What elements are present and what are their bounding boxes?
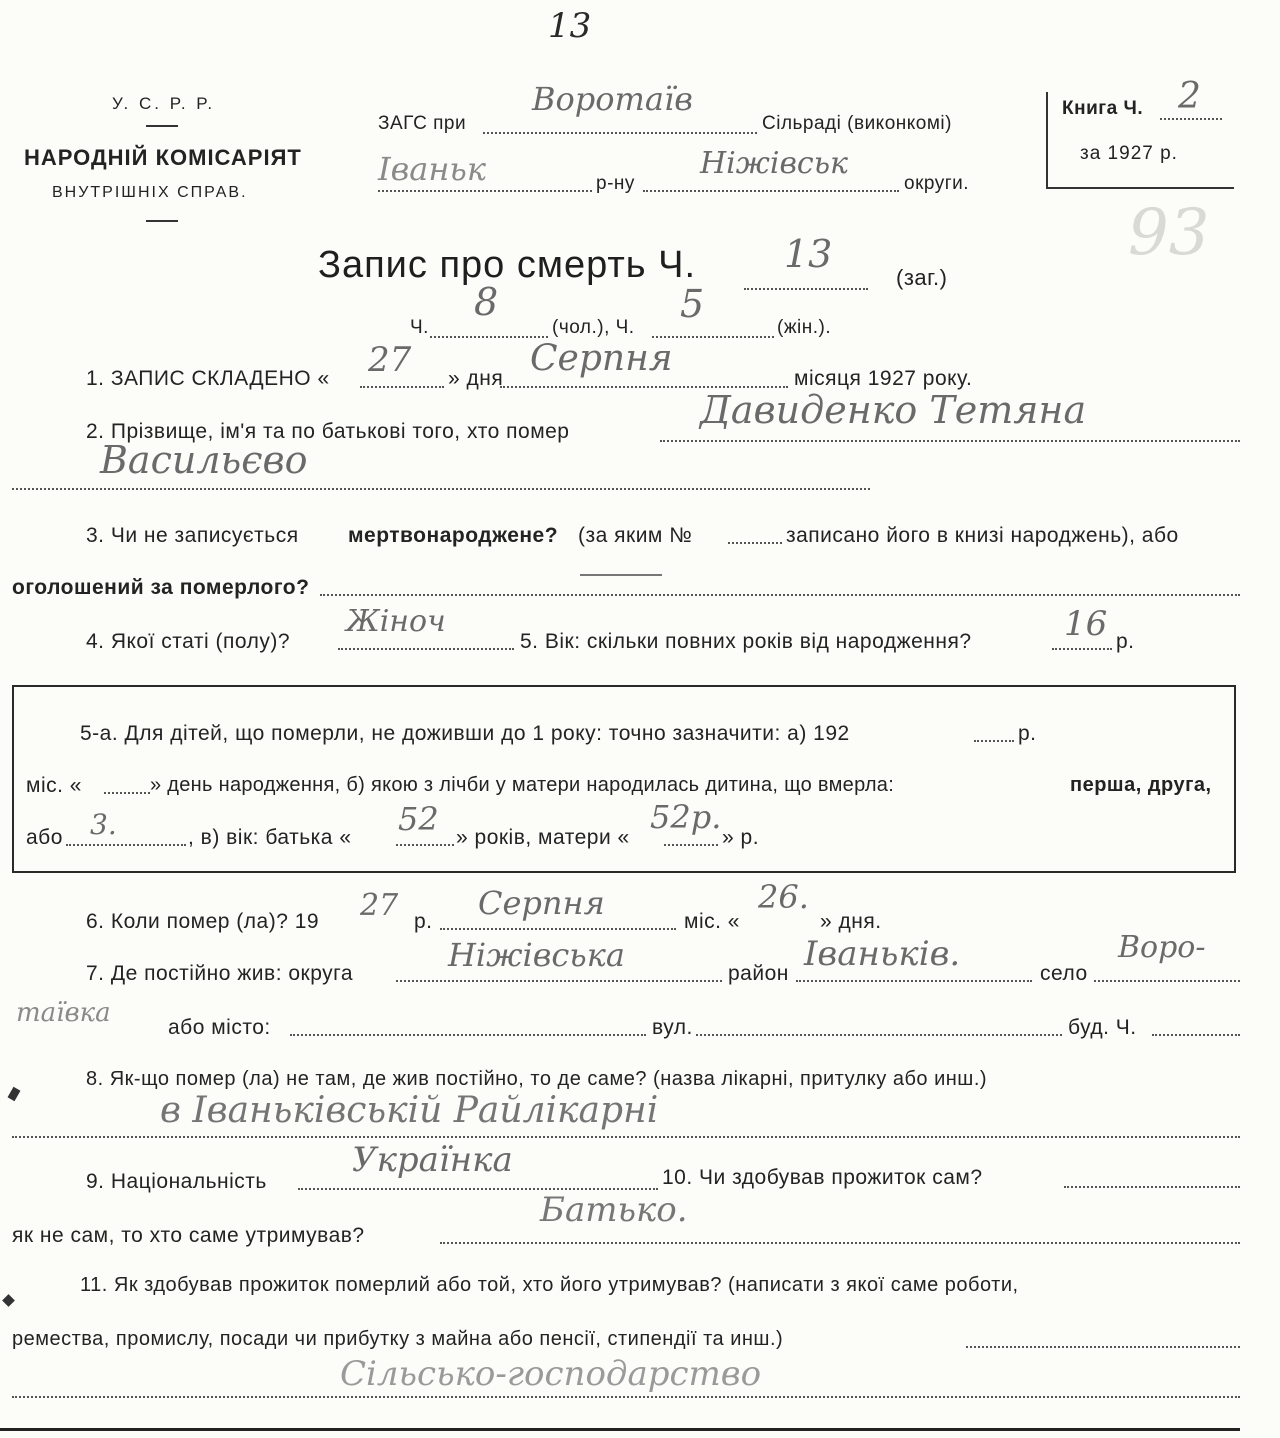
book-box-border <box>1046 187 1234 189</box>
field1-label: 1. ЗАПИС СКЛАДЕНО « <box>86 367 330 390</box>
field7-raion: Іваньків. <box>804 934 961 974</box>
field7-okruga-line <box>396 980 722 982</box>
department-title: ВНУТРІШНІХ СПРАВ. <box>52 184 248 201</box>
record-title: Запис про смерть Ч. <box>318 244 697 286</box>
field5a-line3-a: або <box>26 826 63 849</box>
book-year: за 1927 р. <box>1080 143 1178 164</box>
field3-label-c: (за яким № <box>578 524 693 547</box>
field7-raion-line <box>796 980 1032 982</box>
okruga-value: Ніжівськ <box>700 146 848 181</box>
district-value: Іваньк <box>378 150 486 188</box>
district-line <box>378 190 592 192</box>
field6-year: 27 <box>360 888 399 923</box>
field4-label: 4. Якої статі (полу)? <box>86 630 291 653</box>
field2-line2 <box>12 488 870 490</box>
field9-value: Українка <box>352 1140 513 1180</box>
field11-line1: 11. Як здобував прожиток померлий або той, хто його утримував? (написати з якої саме роботи, <box>80 1274 1019 1296</box>
field1-day: 27 <box>368 340 412 380</box>
field5-label: 5. Вік: скільки повних років від народження? <box>520 630 972 653</box>
field7-village-a: Воро- <box>1118 930 1206 965</box>
field10-line <box>1064 1186 1240 1188</box>
field5a-mother-line <box>664 844 718 846</box>
field7-label-b: район <box>728 962 789 985</box>
ghost-bleed-number: 93 <box>1128 196 1210 270</box>
field2-label: 2. Прізвище, ім'я та по батькові того, хто помер <box>86 420 570 443</box>
field7-label-a: 7. Де постійно жив: округа <box>86 962 354 985</box>
field5-unit: р. <box>1116 630 1135 653</box>
field10-label: 10. Чи здобував прожиток сам? <box>662 1166 983 1189</box>
field7-label-d: або місто: <box>168 1016 271 1039</box>
field4-value: Жіноч <box>346 604 446 639</box>
field7-village-b: таївка <box>16 998 111 1028</box>
field10b-value: Батько. <box>540 1190 688 1230</box>
field4-line <box>338 648 514 650</box>
field3-label-a: 3. Чи не записується <box>86 524 299 547</box>
field3-number-line <box>728 542 782 544</box>
record-total-label: (заг.) <box>896 265 948 290</box>
field1-month: Серпня <box>530 338 673 379</box>
field5a-mother-age: 52р. <box>650 798 722 836</box>
field3-line <box>320 594 1240 596</box>
field3-label-e: оголошений за померлого? <box>12 576 310 599</box>
field8-label: 8. Як-що помер (ла) не там, де жив постійно, то де саме? (назва лікарні, притулку або инш.) <box>86 1068 988 1090</box>
divider <box>146 220 178 222</box>
field6-day: 26. <box>758 878 809 916</box>
male-count: 8 <box>474 280 499 324</box>
field7-label-e: вул. <box>652 1016 693 1039</box>
field5a-line2-b: » день народження, б) якою з лічби у матери народилась дитина, що вмерла: <box>150 774 895 796</box>
field6-month: Серпня <box>478 884 605 922</box>
field5a-line2-a: міс. « <box>26 774 82 797</box>
sheet-number: 13 <box>548 6 592 46</box>
field2-patronymic: Васильєво <box>100 438 308 482</box>
record-number-line <box>744 288 868 290</box>
republic-abbrev: У. С. Р. Р. <box>112 94 216 113</box>
field5a-line1-end: р. <box>1018 722 1037 745</box>
field5a-father-age: 52 <box>398 800 439 838</box>
book-number-line <box>1160 118 1222 120</box>
field1-mid: » дня <box>448 367 504 390</box>
field3-label-d: записано його в книзі народжень), або <box>786 524 1179 547</box>
field11-value: Сільсько-господарство <box>340 1354 762 1394</box>
field2-line <box>660 440 1240 442</box>
field5a-line1: 5-а. Для дітей, що померли, не доживши до 1 року: точно зазначити: а) 192 <box>80 722 850 745</box>
zags-suffix: Сільраді (виконкомі) <box>762 113 952 134</box>
field3-dash <box>580 574 662 576</box>
field7-city-line <box>290 1034 646 1036</box>
record-number: 13 <box>784 232 833 276</box>
field5a-order-line <box>66 844 186 846</box>
field1-day-line <box>360 386 444 388</box>
zags-village-line <box>483 132 757 134</box>
male-ch-label: Ч. <box>410 317 429 338</box>
field6-label-d: » дня. <box>820 910 882 933</box>
book-label: Книга Ч. <box>1062 98 1144 119</box>
field5a-year-line <box>974 740 1014 742</box>
field11-line2: ремества, промислу, посади чи прибутку з майна або пенсії, стипендії та инш.) <box>12 1328 784 1350</box>
field10b-label: як не сам, то хто саме утримував? <box>12 1224 365 1247</box>
okruga-line <box>643 190 899 192</box>
field11-line2-dots <box>12 1396 1240 1398</box>
field1-end: місяця 1927 року. <box>794 367 973 390</box>
field5-line <box>1052 648 1112 650</box>
field7-label-f: буд. Ч. <box>1068 1016 1137 1039</box>
field2-name: Давиденко Тетяна <box>700 388 1087 432</box>
field3-label-b: мертвонароджене? <box>348 524 559 547</box>
field6-label-b: р. <box>414 910 433 933</box>
margin-mark <box>8 1087 21 1101</box>
field10b-line <box>440 1242 1240 1244</box>
female-label: (жін.). <box>777 317 832 338</box>
field5a-month-line <box>104 792 150 794</box>
field6-label-a: 6. Коли помер (ла)? 19 <box>86 910 320 933</box>
field8-value: в Іваньківській Райлікарні <box>160 1090 659 1131</box>
book-box-border <box>1046 92 1048 188</box>
field5a-line3-c: » років, матери « <box>456 826 630 849</box>
zags-prefix: ЗАГС при <box>378 113 467 134</box>
field7-street-line <box>696 1034 1062 1036</box>
male-label: (чол.), Ч. <box>552 317 635 338</box>
divider <box>146 125 178 127</box>
commissariat-title: НАРОДНІЙ КОМІСАРІЯТ <box>24 145 302 170</box>
book-number: 2 <box>1178 76 1201 117</box>
field7-house-line <box>1152 1034 1240 1036</box>
field8-line <box>12 1136 1240 1138</box>
bottom-rule <box>0 1428 1240 1431</box>
margin-mark <box>2 1294 15 1307</box>
zags-village-value: Воротаїв <box>532 80 693 118</box>
district-label: р-ну <box>596 173 635 194</box>
field7-label-c: село <box>1040 962 1088 985</box>
field7-village-line <box>1094 980 1240 982</box>
okruga-label: округи. <box>904 173 970 194</box>
field5a-line2-c: перша, друга, <box>1070 774 1212 796</box>
field6-month-line <box>440 928 676 930</box>
field5a-line3-b: , в) вік: батька « <box>188 826 352 849</box>
field9-label: 9. Національність <box>86 1170 267 1193</box>
field5a-line3-d: » р. <box>722 826 760 849</box>
field11-line <box>966 1346 1240 1348</box>
field5a-order: 3. <box>90 808 117 841</box>
field7-okruga: Ніжівська <box>448 936 625 974</box>
field5-value: 16 <box>1064 604 1108 644</box>
field5a-father-line <box>396 844 454 846</box>
female-count: 5 <box>680 282 705 326</box>
field6-label-c: міс. « <box>684 910 740 933</box>
